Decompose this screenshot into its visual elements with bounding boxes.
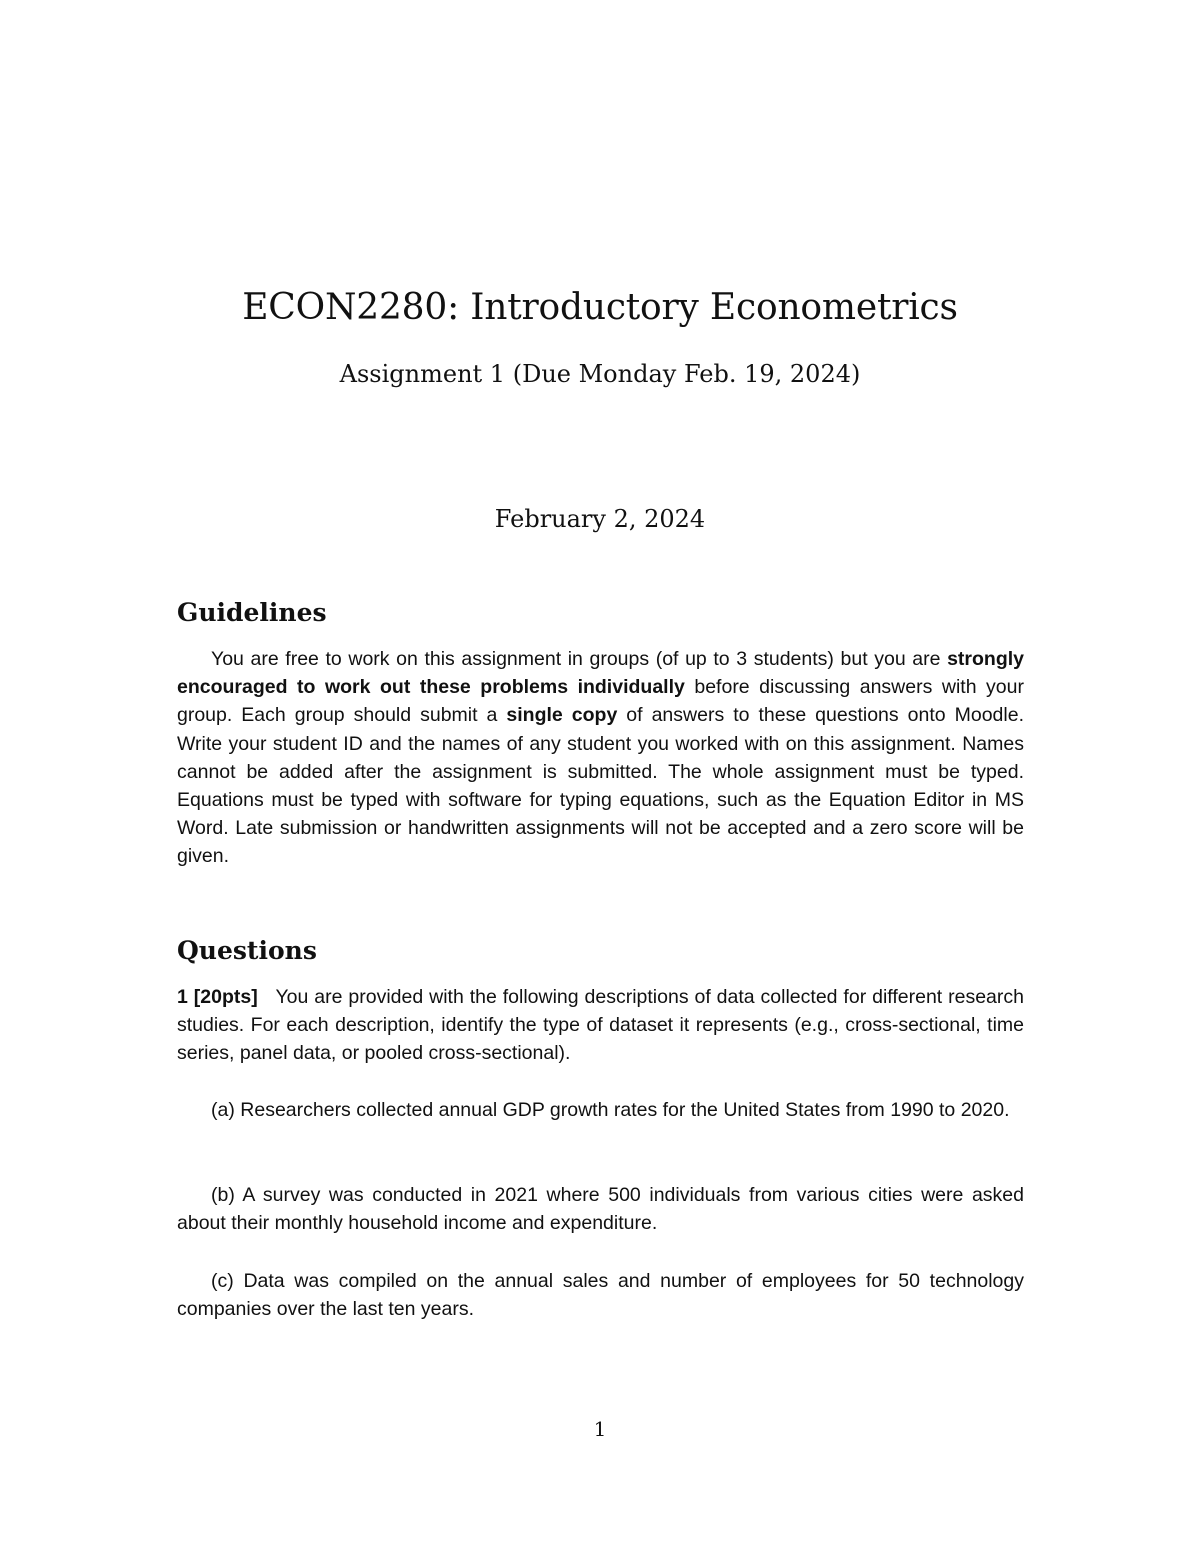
question-1b-text: A survey was conducted in 2021 where 500 individuals from various cities were asked about their monthly household income and expenditure. [177, 1184, 1025, 1235]
guidelines-heading: Guidelines [177, 598, 327, 627]
document-title: ECON2280: Introductory Econometrics [242, 287, 958, 328]
guidelines-bold-2: single copy [506, 704, 618, 727]
question-1c-label: (c) [211, 1270, 234, 1292]
question-1a-paragraph [177, 1096, 1024, 1124]
question-1b-paragraph [177, 1181, 1024, 1237]
guidelines-body [177, 645, 1024, 871]
page-number: 1 [593, 1417, 607, 1441]
questions-heading: Questions [177, 936, 317, 965]
document-subtitle: Assignment 1 (Due Monday Feb. 19, 2024) [339, 360, 861, 388]
guidelines-text-2: before discussing answers with your group. Each group should submit a [177, 676, 1024, 727]
question-1b-label: (b) [211, 1184, 235, 1206]
question-1a [177, 1096, 1024, 1124]
question-1c-paragraph [177, 1267, 1024, 1323]
question-1a-label: (a) [211, 1099, 235, 1121]
question-1-text: You are provided with the following descriptions of data collected for different research studies. For each description, identify the type of dataset it represents (e.g., cross-sectional, time series, panel data, or pooled cross-sectional). [177, 986, 1024, 1065]
question-1-label: 1 [20pts] [177, 986, 258, 1008]
guidelines-text-1: You are free to work on this assignment in groups (of up to 3 students) but you are [211, 648, 948, 670]
document-date: February 2, 2024 [494, 505, 706, 533]
question-1c-text: Data was compiled on the annual sales and number of employees for 50 technology companies over the last ten years. [177, 1270, 1024, 1321]
guidelines-paragraph [177, 645, 1024, 871]
question-1-prompt [177, 983, 1024, 1068]
question-1b [177, 1181, 1024, 1237]
question-1 [177, 983, 1024, 1068]
question-1a-text: Researchers collected annual GDP growth rates for the United States from 1990 to 2020. [240, 1099, 1010, 1121]
question-1c [177, 1267, 1024, 1323]
guidelines-text-3: of answers to these questions onto Moodle. Write your student ID and the names of any student you worked with on this assignment. Names cannot be added after the assignment is submitted. The whole assignment must be typed. Equations must be typed with software for typing equations, such as the Equation Editor in MS Word. Late submission or handwritten assignments will not be accepted and a zero score will be given. [177, 704, 1025, 868]
guidelines-bold-1: strongly encouraged to work out these problems individually [177, 648, 1024, 699]
